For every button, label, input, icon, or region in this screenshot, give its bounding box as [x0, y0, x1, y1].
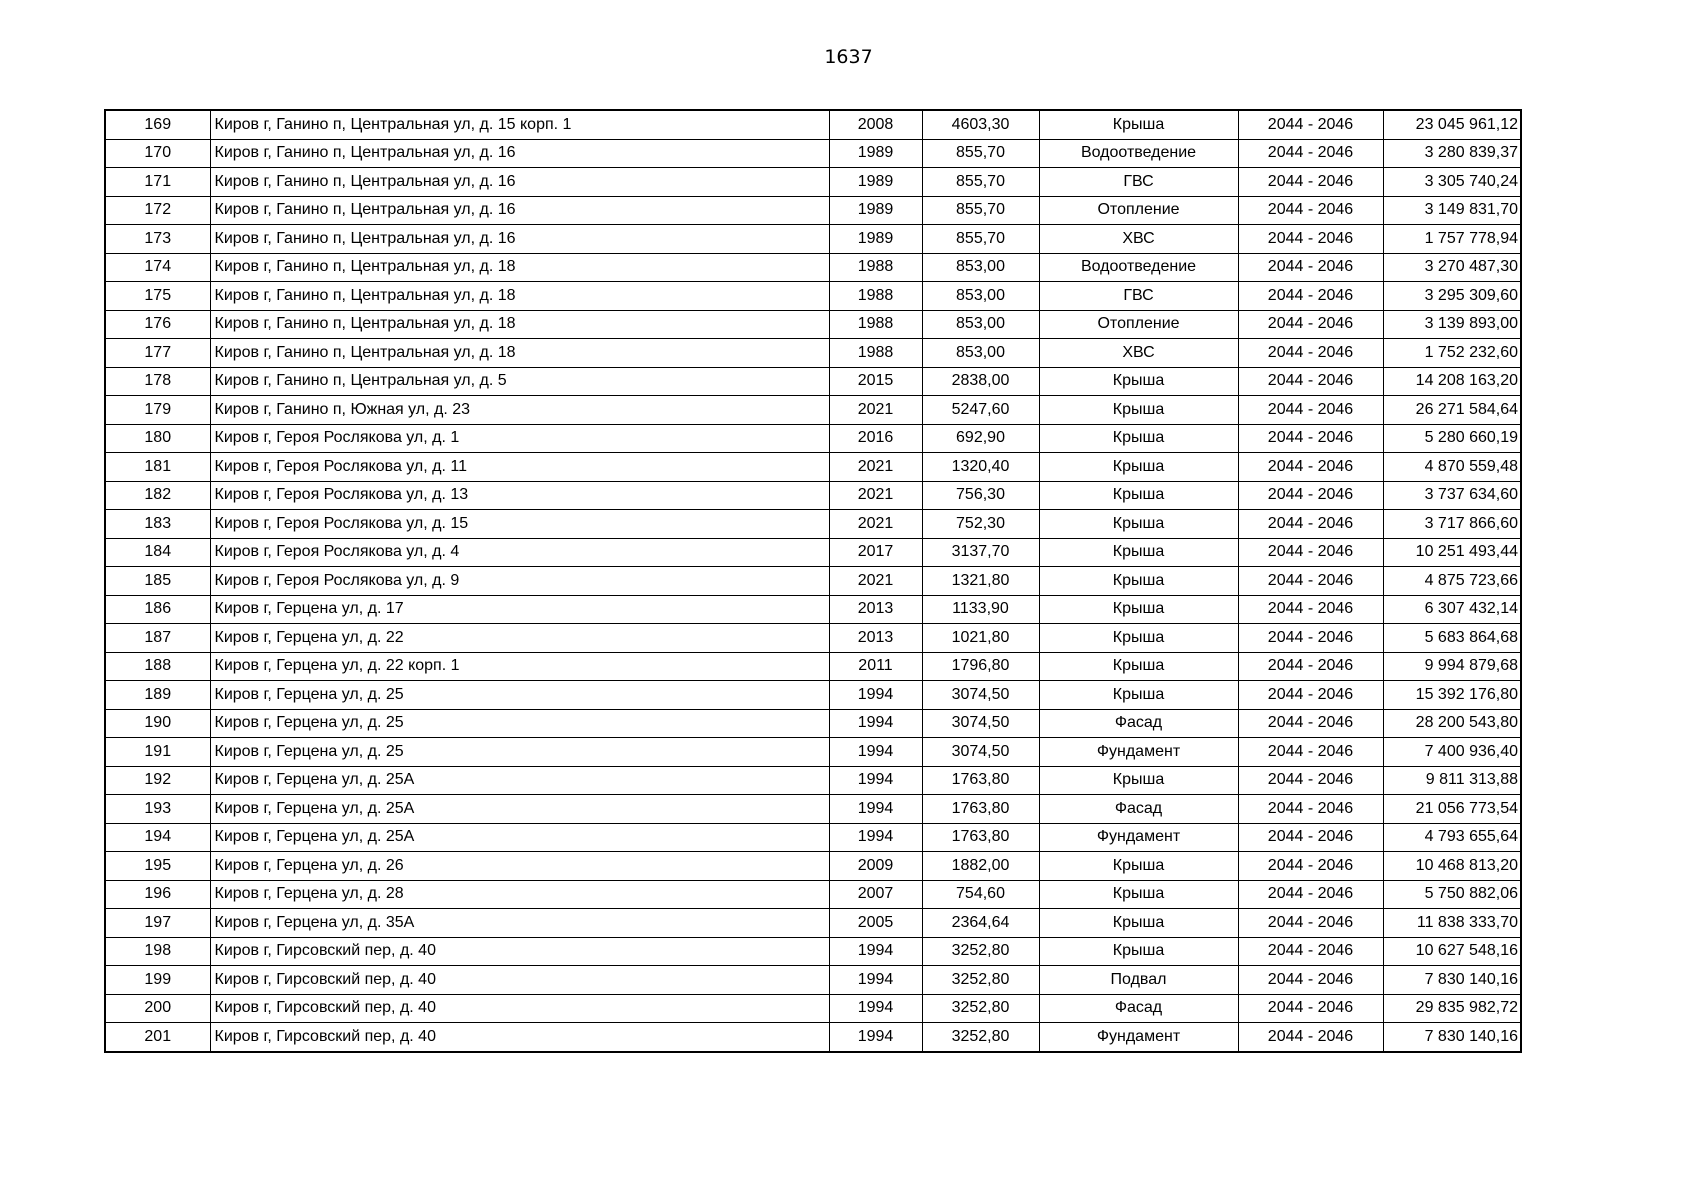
cost-cell: 21 056 773,54 [1383, 795, 1521, 824]
table-row [105, 367, 1521, 396]
period-cell: 2044 - 2046 [1238, 909, 1383, 938]
period-cell: 2044 - 2046 [1238, 424, 1383, 453]
row-number-cell: 197 [105, 909, 210, 938]
table-row [105, 652, 1521, 681]
address-cell: Киров г, Герцена ул, д. 25А [210, 766, 829, 795]
cost-cell: 10 251 493,44 [1383, 538, 1521, 567]
address-cell: Киров г, Гирсовский пер, д. 40 [210, 937, 829, 966]
address-cell: Киров г, Ганино п, Центральная ул, д. 5 [210, 367, 829, 396]
cost-cell: 6 307 432,14 [1383, 595, 1521, 624]
address-cell: Киров г, Ганино п, Центральная ул, д. 16 [210, 139, 829, 168]
build-year-cell: 2021 [829, 510, 922, 539]
area-cell: 5247,60 [922, 396, 1039, 425]
period-cell: 2044 - 2046 [1238, 823, 1383, 852]
period-cell: 2044 - 2046 [1238, 624, 1383, 653]
address-cell: Киров г, Героя Рослякова ул, д. 15 [210, 510, 829, 539]
address-cell: Киров г, Ганино п, Южная ул, д. 23 [210, 396, 829, 425]
row-number-cell: 193 [105, 795, 210, 824]
build-year-cell: 1988 [829, 310, 922, 339]
cost-cell: 3 149 831,70 [1383, 196, 1521, 225]
table-row [105, 110, 1521, 139]
build-year-cell: 1989 [829, 139, 922, 168]
table-row [105, 795, 1521, 824]
build-year-cell: 1989 [829, 225, 922, 254]
area-cell: 853,00 [922, 253, 1039, 282]
work-type-cell: Крыша [1039, 880, 1238, 909]
build-year-cell: 1994 [829, 937, 922, 966]
area-cell: 1882,00 [922, 852, 1039, 881]
table-row [105, 282, 1521, 311]
row-number-cell: 182 [105, 481, 210, 510]
table-row [105, 339, 1521, 368]
cost-cell: 3 737 634,60 [1383, 481, 1521, 510]
work-type-cell: Подвал [1039, 966, 1238, 995]
work-type-cell: Крыша [1039, 909, 1238, 938]
address-cell: Киров г, Ганино п, Центральная ул, д. 16 [210, 168, 829, 197]
cost-cell: 10 627 548,16 [1383, 937, 1521, 966]
work-type-cell: ХВС [1039, 339, 1238, 368]
table-row [105, 567, 1521, 596]
build-year-cell: 2013 [829, 595, 922, 624]
area-cell: 1133,90 [922, 595, 1039, 624]
cost-cell: 3 717 866,60 [1383, 510, 1521, 539]
build-year-cell: 2021 [829, 567, 922, 596]
table-row [105, 709, 1521, 738]
row-number-cell: 171 [105, 168, 210, 197]
area-cell: 853,00 [922, 339, 1039, 368]
cost-cell: 9 994 879,68 [1383, 652, 1521, 681]
area-cell: 855,70 [922, 139, 1039, 168]
address-cell: Киров г, Герцена ул, д. 26 [210, 852, 829, 881]
build-year-cell: 1994 [829, 966, 922, 995]
work-type-cell: Крыша [1039, 624, 1238, 653]
period-cell: 2044 - 2046 [1238, 367, 1383, 396]
cost-cell: 4 875 723,66 [1383, 567, 1521, 596]
table-row [105, 994, 1521, 1023]
work-type-cell: Крыша [1039, 937, 1238, 966]
row-number-cell: 176 [105, 310, 210, 339]
work-type-cell: Крыша [1039, 852, 1238, 881]
work-type-cell: Крыша [1039, 538, 1238, 567]
cost-cell: 11 838 333,70 [1383, 909, 1521, 938]
address-cell: Киров г, Героя Рослякова ул, д. 13 [210, 481, 829, 510]
work-type-cell: Крыша [1039, 766, 1238, 795]
row-number-cell: 188 [105, 652, 210, 681]
address-cell: Киров г, Герцена ул, д. 25А [210, 823, 829, 852]
period-cell: 2044 - 2046 [1238, 652, 1383, 681]
address-cell: Киров г, Герцена ул, д. 17 [210, 595, 829, 624]
work-type-cell: Крыша [1039, 367, 1238, 396]
period-cell: 2044 - 2046 [1238, 481, 1383, 510]
period-cell: 2044 - 2046 [1238, 1023, 1383, 1052]
row-number-cell: 195 [105, 852, 210, 881]
address-cell: Киров г, Герцена ул, д. 22 корп. 1 [210, 652, 829, 681]
cost-cell: 3 139 893,00 [1383, 310, 1521, 339]
row-number-cell: 185 [105, 567, 210, 596]
row-number-cell: 184 [105, 538, 210, 567]
table-row [105, 937, 1521, 966]
period-cell: 2044 - 2046 [1238, 538, 1383, 567]
area-cell: 1796,80 [922, 652, 1039, 681]
row-number-cell: 189 [105, 681, 210, 710]
area-cell: 3252,80 [922, 966, 1039, 995]
area-cell: 3074,50 [922, 681, 1039, 710]
table-row [105, 253, 1521, 282]
table-row [105, 766, 1521, 795]
row-number-cell: 181 [105, 453, 210, 482]
work-type-cell: Водоотведение [1039, 253, 1238, 282]
address-cell: Киров г, Ганино п, Центральная ул, д. 18 [210, 253, 829, 282]
table-row [105, 453, 1521, 482]
area-cell: 1763,80 [922, 766, 1039, 795]
period-cell: 2044 - 2046 [1238, 709, 1383, 738]
address-cell: Киров г, Гирсовский пер, д. 40 [210, 994, 829, 1023]
row-number-cell: 198 [105, 937, 210, 966]
row-number-cell: 178 [105, 367, 210, 396]
area-cell: 853,00 [922, 310, 1039, 339]
work-type-cell: Водоотведение [1039, 139, 1238, 168]
address-cell: Киров г, Ганино п, Центральная ул, д. 18 [210, 282, 829, 311]
period-cell: 2044 - 2046 [1238, 681, 1383, 710]
address-cell: Киров г, Ганино п, Центральная ул, д. 16 [210, 196, 829, 225]
cost-cell: 7 830 140,16 [1383, 966, 1521, 995]
period-cell: 2044 - 2046 [1238, 567, 1383, 596]
table-row [105, 139, 1521, 168]
period-cell: 2044 - 2046 [1238, 282, 1383, 311]
period-cell: 2044 - 2046 [1238, 852, 1383, 881]
table-row [105, 538, 1521, 567]
row-number-cell: 191 [105, 738, 210, 767]
build-year-cell: 1989 [829, 168, 922, 197]
cost-cell: 9 811 313,88 [1383, 766, 1521, 795]
period-cell: 2044 - 2046 [1238, 510, 1383, 539]
work-type-cell: Отопление [1039, 196, 1238, 225]
period-cell: 2044 - 2046 [1238, 310, 1383, 339]
cost-cell: 3 270 487,30 [1383, 253, 1521, 282]
cost-cell: 5 683 864,68 [1383, 624, 1521, 653]
work-type-cell: Крыша [1039, 510, 1238, 539]
address-cell: Киров г, Герцена ул, д. 28 [210, 880, 829, 909]
work-type-cell: Крыша [1039, 424, 1238, 453]
cost-cell: 23 045 961,12 [1383, 110, 1521, 139]
build-year-cell: 2005 [829, 909, 922, 938]
table-row [105, 225, 1521, 254]
build-year-cell: 1988 [829, 253, 922, 282]
area-cell: 2364,64 [922, 909, 1039, 938]
period-cell: 2044 - 2046 [1238, 453, 1383, 482]
build-year-cell: 1988 [829, 282, 922, 311]
build-year-cell: 1988 [829, 339, 922, 368]
table-row [105, 510, 1521, 539]
work-type-cell: Крыша [1039, 110, 1238, 139]
build-year-cell: 1994 [829, 795, 922, 824]
cost-cell: 14 208 163,20 [1383, 367, 1521, 396]
table-row [105, 310, 1521, 339]
row-number-cell: 201 [105, 1023, 210, 1052]
table-row [105, 196, 1521, 225]
table-row [105, 823, 1521, 852]
work-type-cell: Фундамент [1039, 738, 1238, 767]
row-number-cell: 175 [105, 282, 210, 311]
table-row [105, 168, 1521, 197]
area-cell: 855,70 [922, 168, 1039, 197]
area-cell: 855,70 [922, 225, 1039, 254]
row-number-cell: 199 [105, 966, 210, 995]
table-row [105, 396, 1521, 425]
area-cell: 853,00 [922, 282, 1039, 311]
work-type-cell: Крыша [1039, 595, 1238, 624]
area-cell: 754,60 [922, 880, 1039, 909]
build-year-cell: 1994 [829, 709, 922, 738]
cost-cell: 3 295 309,60 [1383, 282, 1521, 311]
address-cell: Киров г, Героя Рослякова ул, д. 1 [210, 424, 829, 453]
work-type-cell: Крыша [1039, 567, 1238, 596]
row-number-cell: 170 [105, 139, 210, 168]
cost-cell: 5 750 882,06 [1383, 880, 1521, 909]
build-year-cell: 2013 [829, 624, 922, 653]
area-cell: 1321,80 [922, 567, 1039, 596]
row-number-cell: 177 [105, 339, 210, 368]
area-cell: 1320,40 [922, 453, 1039, 482]
area-cell: 756,30 [922, 481, 1039, 510]
build-year-cell: 1989 [829, 196, 922, 225]
build-year-cell: 2007 [829, 880, 922, 909]
row-number-cell: 173 [105, 225, 210, 254]
area-cell: 3252,80 [922, 937, 1039, 966]
address-cell: Киров г, Ганино п, Центральная ул, д. 18 [210, 339, 829, 368]
address-cell: Киров г, Героя Рослякова ул, д. 11 [210, 453, 829, 482]
cost-cell: 4 870 559,48 [1383, 453, 1521, 482]
area-cell: 1763,80 [922, 823, 1039, 852]
table-row [105, 424, 1521, 453]
address-cell: Киров г, Ганино п, Центральная ул, д. 18 [210, 310, 829, 339]
build-year-cell: 2015 [829, 367, 922, 396]
address-cell: Киров г, Герцена ул, д. 35А [210, 909, 829, 938]
area-cell: 3137,70 [922, 538, 1039, 567]
address-cell: Киров г, Гирсовский пер, д. 40 [210, 1023, 829, 1052]
area-cell: 692,90 [922, 424, 1039, 453]
page-number: 1637 [824, 46, 873, 68]
work-type-cell: Фасад [1039, 795, 1238, 824]
period-cell: 2044 - 2046 [1238, 738, 1383, 767]
work-type-cell: Фасад [1039, 709, 1238, 738]
period-cell: 2044 - 2046 [1238, 339, 1383, 368]
row-number-cell: 194 [105, 823, 210, 852]
period-cell: 2044 - 2046 [1238, 225, 1383, 254]
period-cell: 2044 - 2046 [1238, 937, 1383, 966]
row-number-cell: 172 [105, 196, 210, 225]
build-year-cell: 1994 [829, 738, 922, 767]
period-cell: 2044 - 2046 [1238, 139, 1383, 168]
period-cell: 2044 - 2046 [1238, 595, 1383, 624]
table-row [105, 738, 1521, 767]
area-cell: 752,30 [922, 510, 1039, 539]
cost-cell: 3 305 740,24 [1383, 168, 1521, 197]
row-number-cell: 169 [105, 110, 210, 139]
build-year-cell: 2017 [829, 538, 922, 567]
cost-cell: 29 835 982,72 [1383, 994, 1521, 1023]
row-number-cell: 186 [105, 595, 210, 624]
period-cell: 2044 - 2046 [1238, 966, 1383, 995]
row-number-cell: 174 [105, 253, 210, 282]
row-number-cell: 190 [105, 709, 210, 738]
address-cell: Киров г, Герцена ул, д. 25 [210, 738, 829, 767]
period-cell: 2044 - 2046 [1238, 795, 1383, 824]
area-cell: 1763,80 [922, 795, 1039, 824]
address-cell: Киров г, Героя Рослякова ул, д. 4 [210, 538, 829, 567]
row-number-cell: 200 [105, 994, 210, 1023]
work-type-cell: ГВС [1039, 282, 1238, 311]
repair-schedule-table [104, 109, 1522, 1053]
cost-cell: 4 793 655,64 [1383, 823, 1521, 852]
cost-cell: 3 280 839,37 [1383, 139, 1521, 168]
build-year-cell: 2009 [829, 852, 922, 881]
period-cell: 2044 - 2046 [1238, 253, 1383, 282]
work-type-cell: Фасад [1039, 994, 1238, 1023]
work-type-cell: ХВС [1039, 225, 1238, 254]
build-year-cell: 2011 [829, 652, 922, 681]
area-cell: 3252,80 [922, 1023, 1039, 1052]
row-number-cell: 192 [105, 766, 210, 795]
area-cell: 855,70 [922, 196, 1039, 225]
cost-cell: 10 468 813,20 [1383, 852, 1521, 881]
period-cell: 2044 - 2046 [1238, 994, 1383, 1023]
address-cell: Киров г, Герцена ул, д. 25 [210, 709, 829, 738]
row-number-cell: 187 [105, 624, 210, 653]
table-row [105, 1023, 1521, 1052]
work-type-cell: Фундамент [1039, 823, 1238, 852]
cost-cell: 1 757 778,94 [1383, 225, 1521, 254]
cost-cell: 7 400 936,40 [1383, 738, 1521, 767]
address-cell: Киров г, Героя Рослякова ул, д. 9 [210, 567, 829, 596]
table-row [105, 681, 1521, 710]
area-cell: 1021,80 [922, 624, 1039, 653]
build-year-cell: 1994 [829, 994, 922, 1023]
cost-cell: 15 392 176,80 [1383, 681, 1521, 710]
table-row [105, 481, 1521, 510]
period-cell: 2044 - 2046 [1238, 196, 1383, 225]
area-cell: 2838,00 [922, 367, 1039, 396]
address-cell: Киров г, Ганино п, Центральная ул, д. 16 [210, 225, 829, 254]
build-year-cell: 2016 [829, 424, 922, 453]
work-type-cell: Крыша [1039, 652, 1238, 681]
table-row [105, 852, 1521, 881]
table-row [105, 880, 1521, 909]
build-year-cell: 1994 [829, 766, 922, 795]
area-cell: 4603,30 [922, 110, 1039, 139]
cost-cell: 1 752 232,60 [1383, 339, 1521, 368]
work-type-cell: Крыша [1039, 681, 1238, 710]
table-body [105, 110, 1521, 1052]
work-type-cell: Фундамент [1039, 1023, 1238, 1052]
period-cell: 2044 - 2046 [1238, 880, 1383, 909]
cost-cell: 26 271 584,64 [1383, 396, 1521, 425]
build-year-cell: 2021 [829, 396, 922, 425]
address-cell: Киров г, Герцена ул, д. 25 [210, 681, 829, 710]
build-year-cell: 2021 [829, 453, 922, 482]
row-number-cell: 183 [105, 510, 210, 539]
period-cell: 2044 - 2046 [1238, 766, 1383, 795]
table-row [105, 909, 1521, 938]
period-cell: 2044 - 2046 [1238, 168, 1383, 197]
build-year-cell: 1994 [829, 823, 922, 852]
row-number-cell: 180 [105, 424, 210, 453]
address-cell: Киров г, Герцена ул, д. 25А [210, 795, 829, 824]
build-year-cell: 1994 [829, 1023, 922, 1052]
build-year-cell: 1994 [829, 681, 922, 710]
area-cell: 3074,50 [922, 709, 1039, 738]
cost-cell: 5 280 660,19 [1383, 424, 1521, 453]
row-number-cell: 179 [105, 396, 210, 425]
work-type-cell: Крыша [1039, 453, 1238, 482]
work-type-cell: Крыша [1039, 481, 1238, 510]
work-type-cell: Крыша [1039, 396, 1238, 425]
address-cell: Киров г, Герцена ул, д. 22 [210, 624, 829, 653]
period-cell: 2044 - 2046 [1238, 396, 1383, 425]
work-type-cell: Отопление [1039, 310, 1238, 339]
table-row [105, 966, 1521, 995]
table-row [105, 624, 1521, 653]
row-number-cell: 196 [105, 880, 210, 909]
cost-cell: 28 200 543,80 [1383, 709, 1521, 738]
cost-cell: 7 830 140,16 [1383, 1023, 1521, 1052]
address-cell: Киров г, Ганино п, Центральная ул, д. 15 корп. 1 [210, 110, 829, 139]
address-cell: Киров г, Гирсовский пер, д. 40 [210, 966, 829, 995]
build-year-cell: 2008 [829, 110, 922, 139]
area-cell: 3074,50 [922, 738, 1039, 767]
build-year-cell: 2021 [829, 481, 922, 510]
period-cell: 2044 - 2046 [1238, 110, 1383, 139]
work-type-cell: ГВС [1039, 168, 1238, 197]
table-row [105, 595, 1521, 624]
area-cell: 3252,80 [922, 994, 1039, 1023]
